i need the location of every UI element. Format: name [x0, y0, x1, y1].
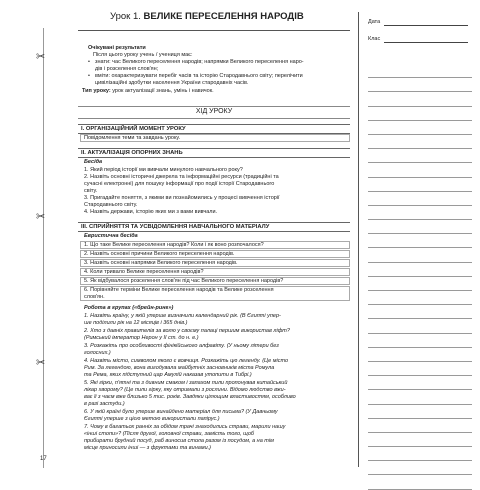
- quiz-item: 1. Назвіть країну, у якій уперше визначили календарний рік. (В Єгипті упер-: [84, 313, 281, 319]
- subheading: Робота в групах («брейн-ринг»): [84, 305, 174, 311]
- question-item: 3. Пригадайте поняття, з якими ви познайомились у процесі вивчення історії: [84, 195, 280, 201]
- quiz-item: 5. Які гірки, п'ятні та з дивним смаком і запахом пили пропонував китайський: [84, 380, 288, 386]
- lesson-plan-heading: ХІД УРОКУ: [195, 108, 233, 115]
- lesson-title: ВЕЛИКЕ ПЕРЕСЕЛЕННЯ НАРОДІВ: [143, 11, 304, 22]
- question-item: сучасні електронні) для пошуку інформації про події історії Стародавнього: [84, 181, 275, 187]
- class-field[interactable]: [384, 42, 468, 43]
- quiz-item: Рим. За легендою, вона вигодувала майбутніх засновників міста Ромула: [84, 365, 275, 371]
- lesson-type: [82, 88, 214, 94]
- section-heading: І. ОРГАНІЗАЦІЙНИЙ МОМЕНТ УРОКУ: [78, 124, 350, 134]
- lesson-type-label: Тип уроку:: [82, 88, 111, 94]
- subheading: Бесіда: [84, 159, 103, 165]
- quiz-item: 6. У якій країні було уперше винайдено матеріал для письма? (У Давньому: [84, 409, 278, 415]
- quiz-item: Єгипті уперше з цією метою використали папірус.): [84, 416, 220, 422]
- page-number: 17: [40, 456, 47, 462]
- quiz-item: ває її з чаєм вже близько 5 тис. років. Завдяки цілющим властивостям, особливо: [84, 394, 296, 400]
- quiz-item: 4. Назвіть місто, символом якого є вовчиця. Розкажіть цю легенду. (Це місто: [84, 358, 289, 364]
- question-item: 1. Що таке Велике переселення народів? Коли і як воно розпочалося?: [84, 242, 264, 248]
- notes-lines[interactable]: [368, 64, 472, 490]
- question-item: світу.: [84, 188, 98, 194]
- class-label: Клас: [368, 36, 381, 42]
- subheading: Евристична бесіда: [84, 233, 138, 239]
- divider: [78, 30, 350, 31]
- quiz-item: та Рема, яких підступний цар Амулій наказав утопити в Тибрі.): [84, 372, 252, 378]
- date-label: Дата: [368, 19, 381, 25]
- quiz-item: 2. Хто з давніх правителів за волю у своєму палаці першим використав ліфт?: [84, 328, 290, 334]
- question-item: 6. Порівняйте терміни Велике переселення народів та Велике розселення: [84, 287, 274, 293]
- question-item: Стародавнього світу.: [84, 202, 138, 208]
- list-bullet: •: [88, 73, 90, 79]
- quiz-item: 7. Чому в багатьох ранніх за обідом трачі знаходились страви, марили нашу: [84, 424, 286, 430]
- lesson-type-text: урок актуалізації знань, умінь і навичок.: [112, 88, 214, 94]
- scissors-icon: ✂: [36, 211, 46, 223]
- scissors-icon: ✂: [36, 357, 46, 369]
- section-text: Повідомлення теми та завдань уроку.: [84, 135, 181, 141]
- page-title: [110, 11, 304, 22]
- results-item: дів і розселення слов'ян;: [95, 66, 159, 72]
- section-heading: ІІІ. СПРИЙНЯТТЯ ТА УСВІДОМЛЕННЯ НАВЧАЛЬНОГО МАТЕРІАЛУ: [78, 222, 350, 232]
- date-field[interactable]: [384, 25, 468, 26]
- divider: [78, 106, 350, 107]
- quiz-item: «інші стопи»? (Після другої, головної страви, замість того, щоб: [84, 431, 254, 437]
- question-item: 4. Назвіть держави, історію яких ми з вами вивчали.: [84, 209, 218, 215]
- question-item: 2. Назвіть основні історичні джерела та інформаційні ресурси (традиційні та: [84, 174, 279, 180]
- question-item: 2. Назвіть основні причини Великого переселення народів.: [84, 251, 235, 257]
- divider: [78, 118, 350, 119]
- quiz-item: місце приносили інші — з фруктами та винами.): [84, 445, 212, 451]
- lesson-number: Урок 1.: [110, 11, 141, 22]
- results-heading: Очікувані результати: [88, 45, 146, 51]
- quiz-item: в разі застуди.): [84, 401, 125, 407]
- quiz-item: ше поділили рік на 12 місяців і 365 днів.): [84, 320, 188, 326]
- margin-line: [43, 28, 44, 468]
- quiz-item: прибирати брудний посуд, раб виносив стола разом із посудом, а на тім: [84, 438, 274, 444]
- quiz-item: (Римський імператор Нерон у ІІ ст. до н. е.): [84, 335, 199, 341]
- question-item: 1. Який період історії ми вивчали минулого навчального року?: [84, 167, 243, 173]
- question-item: 3. Назвіть основні напрямки Великого переселення народів.: [84, 260, 238, 266]
- results-item: цивілізаційні здобутки населення України стародавніх часів.: [95, 80, 249, 86]
- question-item: слов'ян.: [84, 294, 105, 300]
- results-item: вміти: охарактеризувати перебіг часів та історію Стародавнього світу; перелічити: [95, 73, 303, 79]
- question-item: 5. Як відбувалося розселення слов'ян під час Великого переселення народів?: [84, 278, 284, 284]
- quiz-item: голосних.): [84, 350, 111, 356]
- question-item: 4. Коли тривало Велике переселення народів?: [84, 269, 204, 275]
- quiz-item: 3. Розкажіть про особливості фінікійського алфавіту. (У ньому літери без: [84, 343, 279, 349]
- results-intro: Після цього уроку учень / учениця має:: [93, 52, 193, 58]
- column-divider: [358, 12, 359, 467]
- quiz-item: лікар хворому? (Це пили гірку, яку отримали з рослини. Відомо людство вжи-: [84, 387, 286, 393]
- results-item: знати: час Великого переселення народів; напрямки Великого переселення наро-: [95, 59, 304, 65]
- scissors-icon: ✂: [36, 51, 46, 63]
- list-bullet: •: [88, 59, 90, 65]
- section-heading: ІІ. АКТУАЛІЗАЦІЯ ОПОРНИХ ЗНАНЬ: [78, 148, 350, 158]
